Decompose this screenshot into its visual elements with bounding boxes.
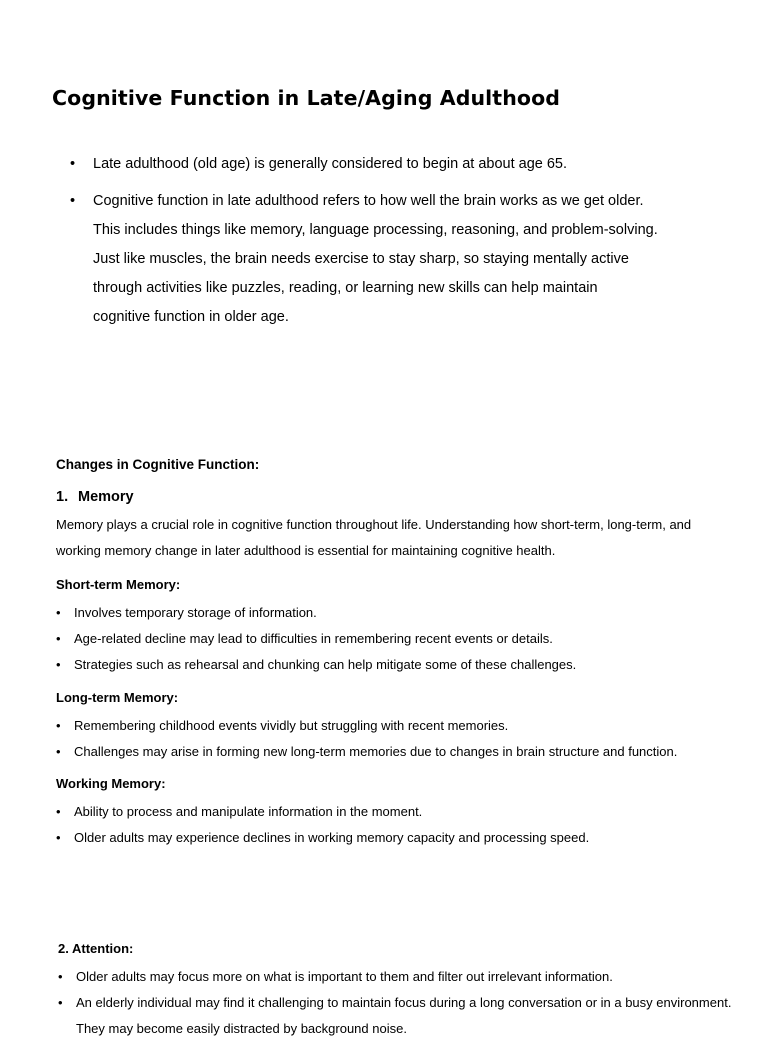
list-item-text: Involves temporary storage of information.	[74, 605, 317, 620]
working-memory-list	[56, 799, 736, 851]
intro-item	[0, 150, 658, 179]
long-term-memory-heading: Long-term Memory:	[56, 690, 179, 705]
intro-item	[0, 187, 658, 332]
working-memory-section	[56, 775, 736, 851]
intro-list	[0, 150, 700, 332]
long-term-memory-section	[56, 689, 736, 765]
intro-item-text: Cognitive function in late adulthood refers to how well the brain works as we get older. This includes things like memory, language processing, reasoning, and problem-solving. Just like muscles, the brain needs exercise to stay sharp, so staying mentally active through activities like puzzles, reading, or learning new skills can help maintain cognitive function in older age.	[93, 193, 658, 325]
bullet-icon: •	[56, 804, 61, 819]
bullet-icon: •	[56, 657, 61, 672]
bullet-icon: •	[56, 718, 61, 733]
list-item	[58, 964, 738, 990]
memory-heading-number: 1.	[56, 489, 69, 505]
list-item-text: Ability to process and manipulate information in the moment.	[74, 804, 423, 819]
bullet-icon: •	[58, 995, 63, 1010]
attention-heading: 2. Attention:	[58, 941, 134, 956]
changes-heading: Changes in Cognitive Function:	[56, 457, 260, 472]
list-item-text: Age-related decline may lead to difficulties in remembering recent events or details.	[74, 631, 553, 646]
list-item	[56, 600, 736, 626]
list-item-text: Strategies such as rehearsal and chunking can help mitigate some of these challenges.	[74, 657, 577, 672]
list-item	[56, 825, 736, 851]
list-item	[56, 799, 736, 825]
memory-heading	[56, 489, 134, 505]
memory-heading-label: Memory	[78, 489, 134, 505]
list-item	[56, 713, 736, 739]
long-term-memory-list	[56, 713, 736, 765]
attention-list	[58, 964, 738, 1042]
bullet-icon: •	[70, 193, 76, 209]
list-item	[56, 739, 736, 765]
intro-item-text: Late adulthood (old age) is generally considered to begin at about age 65.	[93, 156, 568, 172]
short-term-memory-section	[56, 576, 736, 678]
list-item-text: Remembering childhood events vividly but struggling with recent memories.	[74, 718, 509, 733]
attention-section	[58, 940, 738, 1042]
list-item-text: An elderly individual may find it challenging to maintain focus during a long conversation or in a busy environment. They may become easily distracted by background noise.	[76, 995, 732, 1036]
bullet-icon: •	[56, 631, 61, 646]
bullet-icon: •	[70, 156, 76, 172]
list-item	[58, 990, 738, 1042]
document-title: Cognitive Function in Late/Aging Adulthood	[52, 86, 561, 110]
list-item-text: Older adults may focus more on what is important to them and filter out irrelevant information.	[76, 969, 613, 984]
bullet-icon: •	[56, 830, 61, 845]
bullet-icon: •	[58, 969, 63, 984]
list-item	[56, 652, 736, 678]
short-term-memory-list	[56, 600, 736, 678]
short-term-memory-heading: Short-term Memory:	[56, 577, 181, 592]
list-item	[56, 626, 736, 652]
list-item-text: Challenges may arise in forming new long-term memories due to changes in brain structure and function.	[74, 744, 678, 759]
bullet-icon: •	[56, 744, 61, 759]
working-memory-heading: Working Memory:	[56, 776, 166, 791]
list-item-text: Older adults may experience declines in working memory capacity and processing speed.	[74, 830, 590, 845]
bullet-icon: •	[56, 605, 61, 620]
memory-paragraph: Memory plays a crucial role in cognitive function throughout life. Understanding how short-term, long-term, and working memory change in later adulthood is essential for maintaining cognitive health.	[56, 517, 692, 558]
